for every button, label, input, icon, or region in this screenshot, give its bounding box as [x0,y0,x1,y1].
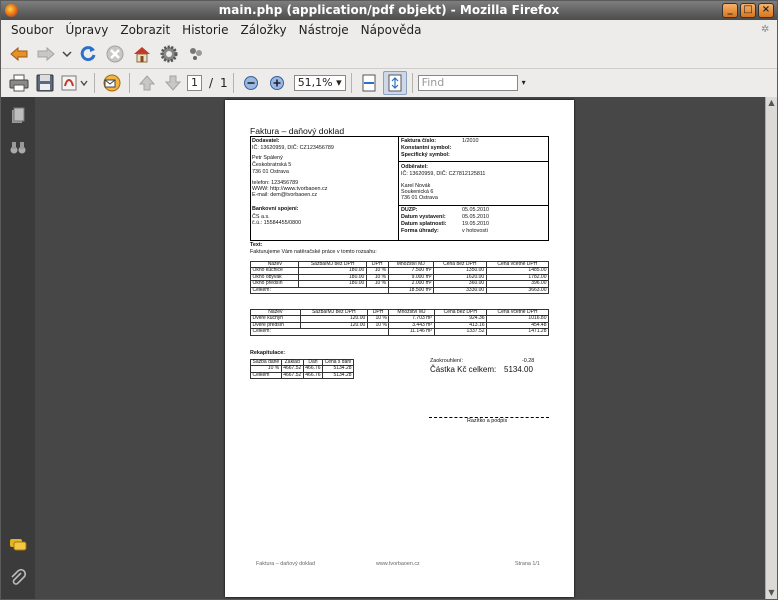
globe-mail-icon [102,73,122,93]
home-button[interactable] [130,42,154,66]
gear-icon [159,44,179,64]
table-cell: 1337.52 [434,329,487,335]
page-total: 1 [220,75,228,90]
navigation-toolbar [1,40,777,68]
toolbar-separator [351,73,352,93]
table-cell: 9.000 m² [388,274,433,280]
table-cell: 11.146 m² [389,329,434,335]
zoom-in-button[interactable] [265,71,289,95]
table-cell: 396.00 [486,281,548,287]
zoom-value: 51,1% [297,75,333,89]
footer-right: Strana 1/1 [515,561,540,567]
table-cell: 180.00 [299,281,366,287]
table-cell: 3330.00 [433,287,486,293]
supplier-ids: IČ: 13620959, DIČ: CZ123456789 [252,145,334,151]
table-cell: 360.00 [433,281,486,287]
customer-city: 736 01 Ostrava [401,195,438,201]
supplier-phone: telefon: 123456789 [252,180,299,186]
table-header-cell: Cena včetně DPH [487,310,549,316]
due-value: 19.05.2010 [462,221,489,227]
invoice-no-label: Faktura číslo: [401,138,437,144]
customer-ids: IČ: 13620959, DIČ: CZ7812125811 [401,171,486,177]
duzp-value: 05.05.2010 [462,207,489,213]
supplier-name: Petr Spálený [252,155,283,161]
recap-cell: 4667.52 [283,365,302,372]
header-divider [398,136,399,241]
table-header-cell: Sazba/MJ bez DPH [300,310,367,316]
menu-soubor[interactable]: Soubor [11,23,54,37]
table-cell: 120.00 [300,316,367,322]
back-arrow-icon [9,45,29,63]
table-total-row [251,287,549,293]
table-header-cell: Cena bez DPH [434,310,487,316]
bank-account: č.ú.: 15584455/0800 [252,220,302,226]
text-body: Fakturujeme Vám natěračské práce v tomto rozsahu: [250,249,377,255]
table-total-row [251,329,549,335]
const-symbol-label: Konstantní symbol: [401,145,452,151]
zoom-out-button[interactable] [239,71,263,95]
paperclip-icon[interactable] [10,569,26,587]
supplier-street: Českobratrská 5 [252,162,292,168]
table-cell: 1016.80 [487,316,549,322]
close-button[interactable]: × [758,3,774,18]
toolbar-separator [412,73,413,93]
customer-label: Odběratel: [401,164,428,170]
toolbar-separator [233,73,234,93]
spec-symbol-label: Specifický symbol: [401,152,450,158]
table-cell: 3.443 m² [389,322,434,328]
table-header-cell: Množství MJ [388,262,433,268]
payment-label: Forma úhrady: [401,228,439,234]
chevron-down-icon [62,49,72,59]
printer-icon [9,74,29,92]
table-cell: 180.00 [299,274,366,280]
find-input[interactable]: Find [418,75,518,91]
table-cell: 1782.00 [486,274,548,280]
acrobat-button[interactable] [59,71,89,95]
table-cell: 180.00 [299,268,366,274]
menu-zobrazit[interactable]: Zobrazit [120,23,171,37]
recap-cell: 5134.28 [323,366,354,372]
vertical-scrollbar[interactable] [765,97,777,599]
payment-value: v hotovosti [462,228,488,234]
page-separator: / [209,75,214,90]
table-cell: Celkem: [251,287,389,293]
binoculars-icon[interactable] [10,141,26,155]
recap-cell: Základ [281,360,303,366]
arrow-up-icon [138,74,156,92]
table-cell: 1620.00 [433,274,486,280]
grip-icon: ✲ [761,24,770,35]
stop-button[interactable] [103,42,127,66]
pdf-viewer[interactable] [35,97,777,599]
table-header-cell: Cena bez DPH [433,262,486,268]
menu-zalozky[interactable]: Záložky [240,23,287,37]
recap-cell: Daň [303,360,322,366]
table-cell: 3663.00 [486,287,548,293]
stamp-label: Razítko a podpis [467,418,508,424]
recap-cell: Sazba daně [252,359,280,365]
history-dropdown-button[interactable] [61,42,73,66]
recap-cell: 10 % [251,366,282,372]
reload-icon [78,44,98,64]
recap-cell: 4667.52 [283,371,302,378]
table-cell: 924.36 [434,316,487,322]
header-divider [398,161,549,162]
table-cell: 454.48 [487,322,549,328]
customer-street: Soukenická 6 [401,189,434,195]
fit-page-button[interactable] [383,71,407,95]
table-cell: 413.16 [434,322,487,328]
menu-nastroje[interactable]: Nástroje [298,23,349,37]
bank-name: ČS a.s. [252,214,270,220]
find-dropdown-icon[interactable]: ▾ [521,78,526,87]
table-cell: Okno obývák [251,274,299,280]
footer-mid: www.tvorbaoen.cz [376,561,420,567]
items-table-2 [250,309,549,336]
issued-label: Datum vystavení: [401,214,446,220]
stop-icon [105,44,125,64]
table-cell: 10 % [366,274,388,280]
table-cell: 1471.28 [487,329,549,335]
back-button[interactable] [7,42,31,66]
firefox-icon [5,4,18,17]
acrobat-icon [60,74,88,92]
fit-width-icon [361,74,377,92]
toolbar-separator [94,73,95,93]
table-cell: 1350.00 [433,268,486,274]
table-cell: Dveře kuchyň [251,316,301,322]
maximize-button[interactable]: □ [740,3,756,18]
rounding-label: Zaokrouhlení: [430,358,463,364]
fit-width-button[interactable] [357,71,381,95]
extension-button[interactable] [184,42,208,66]
network-icon [188,46,204,62]
scroll-down-icon[interactable]: ▼ [768,588,775,597]
reload-button[interactable] [76,42,100,66]
recap-row [251,372,354,378]
table-header-cell: Sazba/MJ bez DPH [299,262,366,268]
title-bar[interactable] [1,1,777,20]
duzp-label: DUZP: [401,207,418,213]
recap-table [250,359,354,379]
table-cell: 7.703 m² [389,316,434,322]
toolbar-separator [129,73,130,93]
menu-upravy[interactable]: Úpravy [65,23,109,37]
home-icon [132,44,152,64]
recap-cell: Cena s daní [324,359,352,365]
table-header-cell: Název [251,262,299,268]
pdf-page [225,100,574,597]
pages-icon[interactable] [11,107,25,124]
table-cell: 18.500 m² [388,287,433,293]
minimize-button[interactable]: _ [722,3,738,18]
items-table-1 [250,261,549,294]
invoice-title: Faktura – daňový doklad [250,126,345,136]
share-button[interactable] [100,71,124,95]
save-button[interactable] [33,71,57,95]
table-cell: 7.500 m² [388,268,433,274]
customer-name: Karel Novák [401,183,431,189]
scroll-up-icon[interactable]: ▲ [768,98,775,107]
table-cell: Okno kůchice [251,268,299,274]
table-header-cell: DPH [367,310,389,316]
print-button[interactable] [7,71,31,95]
menu-bar [1,20,777,40]
zoom-select[interactable]: 51,1% ▾ [294,75,346,91]
menu-historie[interactable]: Historie [182,23,229,37]
footer-left: Faktura – daňový doklad [256,561,316,567]
header-divider [398,205,549,206]
table-cell: 10 % [366,268,388,274]
prev-page-button[interactable] [135,71,159,95]
bank-label: Bankovní spojení: [252,206,299,212]
table-cell: 1485.00 [486,268,548,274]
comments-icon[interactable] [9,538,27,552]
zoom-out-icon [243,75,259,91]
recap-cell: 466.76 [305,371,321,378]
table-header-cell: Název [251,310,301,316]
invoice-no: 1/2010 [462,138,479,144]
table-cell: Celkem: [251,329,389,335]
table-cell: 120.00 [300,322,367,328]
floppy-icon [36,74,54,92]
recap-label: Rekapitulace: [250,350,286,356]
table-cell: Okno předsíň [251,281,299,287]
next-page-button[interactable] [161,71,185,95]
supplier-email: E-mail: dem@tvorbaoen.cz [252,192,318,198]
table-cell: 10 % [367,322,389,328]
table-header-cell: DPH [366,262,388,268]
amount-value: 5134.00 [504,365,533,374]
recap-cell: 5134.28 [323,372,354,378]
supplier-city: 736 01 Ostrava [252,169,289,175]
forward-arrow-icon [36,45,56,63]
arrow-down-icon [164,74,182,92]
recap-cell: Celkem [251,372,282,378]
text-label: Text: [250,242,263,248]
page-number-input[interactable]: 1 [187,75,202,91]
forward-button[interactable] [34,42,58,66]
table-cell: Dveře předsíň [251,322,301,328]
table-cell: 10 % [366,281,388,287]
issued-value: 05.05.2010 [462,214,489,220]
zoom-in-icon [269,75,285,91]
rounding-value: -0.28 [522,358,535,364]
menu-napoveda[interactable]: Nápověda [360,23,422,37]
pdf-sidebar [1,97,35,599]
table-header-cell: Cena včetně DPH [486,262,548,268]
supplier-www: WWW: http://www.tvorbaoen.cz [252,186,328,192]
supplier-label: Dodavatel: [252,138,280,144]
due-label: Datum splatnosti: [401,221,447,227]
recap-cell: 466.76 [305,365,321,372]
fit-page-icon [387,74,403,92]
amount-label: Částka Kč celkem: [430,365,497,374]
table-cell: 10 % [367,316,389,322]
settings-button[interactable] [157,42,181,66]
window-title: main.php (application/pdf objekt) - Mozilla Firefox [218,3,560,17]
table-cell: 2.000 m² [388,281,433,287]
pdf-toolbar [1,68,777,96]
table-header-cell: Množství MJ [389,310,434,316]
